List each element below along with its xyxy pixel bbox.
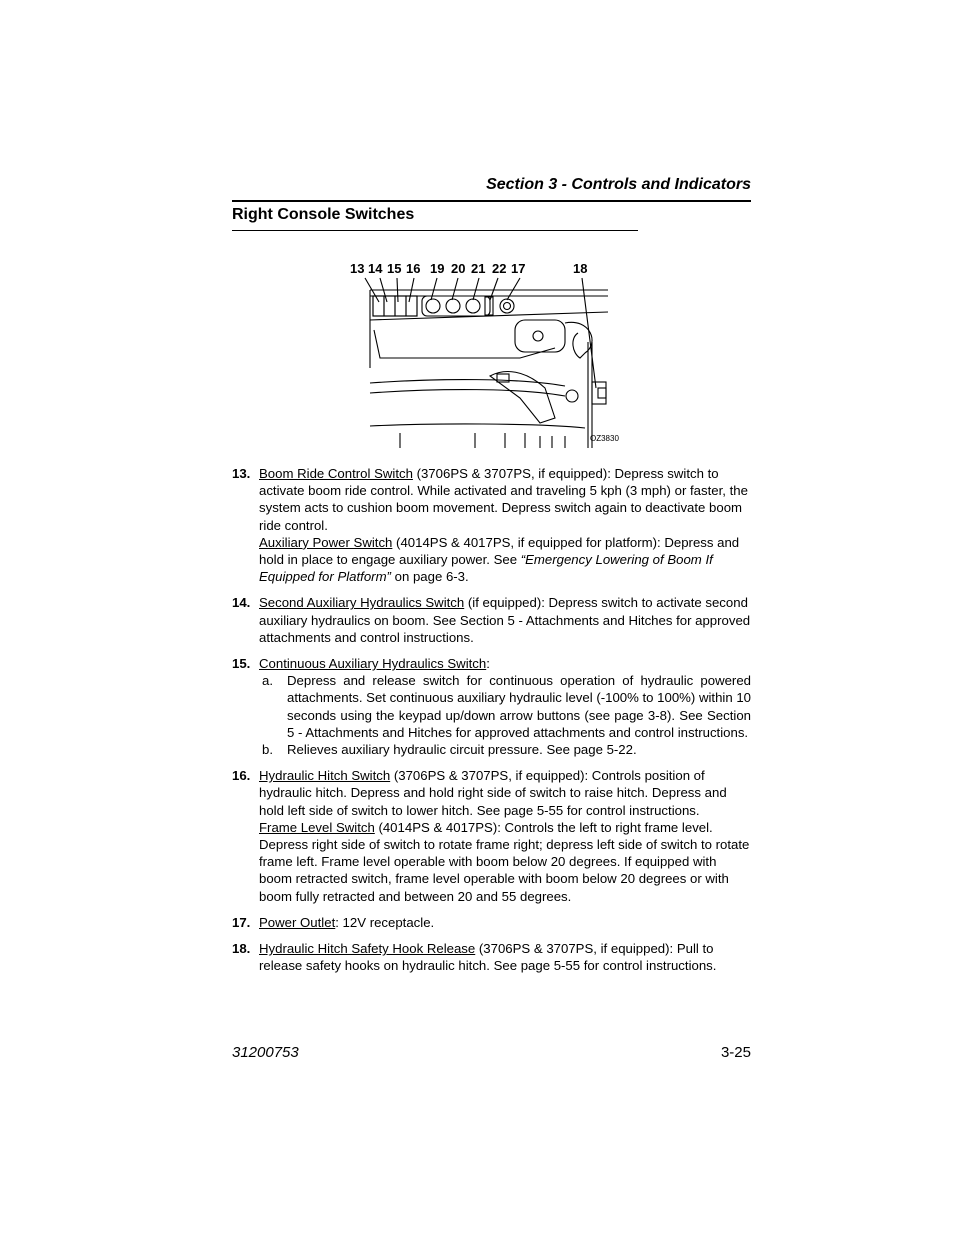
- item-text-continued: on page 6-3.: [390, 569, 469, 585]
- item-term: Hydraulic Hitch Switch: [259, 768, 391, 784]
- item-text: (4014PS & 4017PS, if equipped for platform): Depress and hold in place to engage auxiliary power. See: [259, 534, 740, 568]
- item-text: (4014PS & 4017PS): Controls the left to right frame level. Depress right side of switch to rotate frame right; depress left side of switch to rotate frame left. Frame level operable with boom below 20 degrees. If equipped with boom retracted switch, frame level operable with boom below 20 degrees or with boom fully retracted and between 20 and 55 degrees.: [259, 819, 750, 904]
- item-paragraph: [259, 594, 751, 646]
- list-item: [232, 594, 751, 646]
- callout-17: 17: [511, 261, 526, 276]
- list-item: [232, 655, 751, 758]
- item-paragraph: [259, 914, 751, 931]
- list-item: [232, 940, 751, 974]
- item-text: (3706PS & 3707PS, if equipped): Pull to release safety hooks on hydraulic hitch. See page 5-55 for control instructions.: [259, 941, 717, 974]
- item-term: Hydraulic Hitch Safety Hook Release: [259, 941, 476, 957]
- callout-18: 18: [573, 261, 588, 276]
- callout-16: 16: [406, 261, 421, 276]
- subheading-rule: [232, 230, 638, 231]
- list-item: [232, 767, 751, 905]
- item-term: Auxiliary Power Switch: [259, 534, 393, 550]
- item-number: 15.: [232, 656, 251, 672]
- sub-item-text: Relieves auxiliary hydraulic circuit pressure. See page 5-22.: [287, 742, 637, 758]
- item-paragraph: [259, 655, 751, 672]
- sub-item-letter: a.: [262, 673, 273, 689]
- item-term: Second Auxiliary Hydraulics Switch: [259, 595, 465, 611]
- callout-20: 20: [451, 261, 466, 276]
- callout-13: 13: [350, 261, 365, 276]
- figure-code: OZ3830: [590, 434, 619, 443]
- page-number: 3-25: [720, 1044, 751, 1061]
- item-paragraph: [259, 534, 751, 586]
- sub-item: [262, 741, 751, 758]
- callout-22: 22: [492, 261, 507, 276]
- item-paragraph: [259, 940, 751, 974]
- item-number: 18.: [232, 941, 251, 957]
- item-reference: “Emergency Lowering of Boom If Equipped for Platform”: [259, 552, 713, 585]
- item-text: (if equipped): Depress switch to activate second auxiliary hydraulics on boom. See Section 5 - Attachments and Hitches for approved attachments and control instructions.: [259, 595, 751, 645]
- callout-15: 15: [387, 261, 402, 276]
- console-drawing: [340, 258, 640, 454]
- item-paragraph: [259, 465, 751, 534]
- item-number: 13.: [232, 466, 251, 481]
- item-number: 16.: [232, 768, 251, 784]
- item-term: Power Outlet: [259, 914, 336, 930]
- callout-21: 21: [471, 261, 486, 276]
- callout-14: 14: [368, 261, 383, 276]
- item-list: [232, 465, 751, 983]
- console-figure: [340, 258, 640, 454]
- item-number: 14.: [232, 595, 251, 611]
- item-text: (3706PS & 3707PS, if equipped): Controls position of hydraulic hitch. Depress and hold right side of switch to raise hitch. Depress and hold left side of switch to lower hitch. See page 5-55 for control instructions.: [259, 768, 727, 818]
- item-number: 17.: [232, 914, 251, 930]
- document-number: 31200753: [232, 1044, 299, 1061]
- item-text: (3706PS & 3707PS, if equipped): Depress switch to activate boom ride control. While activated and traveling 5 kph (3 mph) or faster, the system acts to cushion boom movement. Depress switch again to deactivate boom ride control.: [259, 466, 748, 533]
- header-rule: [232, 200, 751, 202]
- page-subheading: Right Console Switches: [232, 206, 415, 223]
- sub-item-text: Depress and release switch for continuous operation of hydraulic powered attachments. Set continuous auxiliary hydraulic level (-100% to 100%) within 10 seconds using the keypad up/down arrow buttons (see page 3-8). See Section 5 - Attachments and Hitches for approved attachments and control instructions.: [287, 673, 752, 740]
- item-text: : 12V receptacle.: [335, 914, 435, 930]
- item-term: Frame Level Switch: [259, 819, 375, 835]
- item-text: :: [486, 656, 490, 672]
- callout-19: 19: [430, 261, 445, 276]
- item-paragraph: [259, 819, 751, 905]
- list-item: [232, 465, 751, 585]
- list-item: [232, 914, 751, 931]
- item-term: Boom Ride Control Switch: [259, 466, 413, 481]
- sub-item: [262, 672, 751, 741]
- section-header: Section 3 - Controls and Indicators: [486, 176, 751, 193]
- sub-item-letter: b.: [262, 742, 273, 758]
- item-paragraph: [259, 767, 751, 819]
- item-term: Continuous Auxiliary Hydraulics Switch: [259, 656, 487, 672]
